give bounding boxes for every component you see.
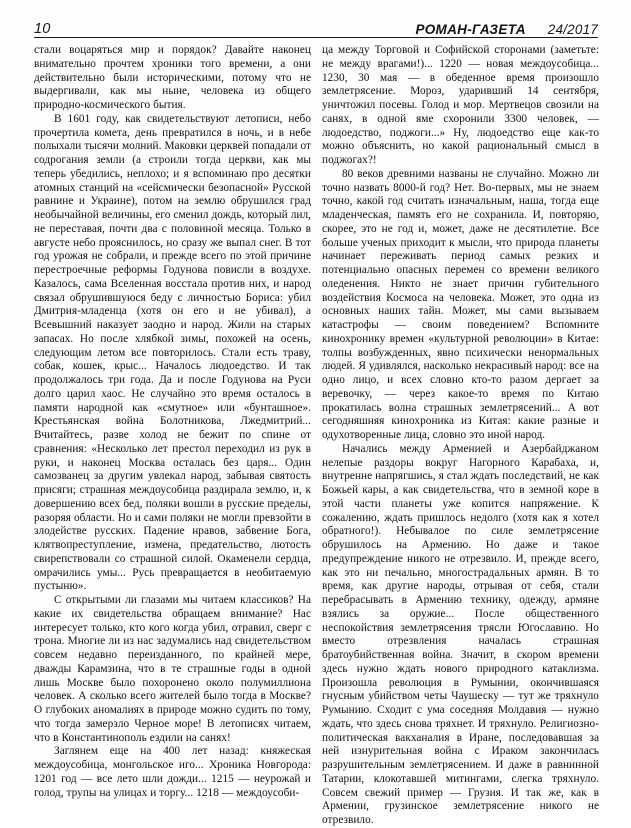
column-right [322, 44, 599, 826]
body-columns [34, 44, 600, 826]
issue-number: 24/2017 [547, 21, 598, 37]
paragraph: Заглянем еще на 400 лет назад: княжеская междоусобица, монгольское иго... Хроника Новгорода: 1201 год — все лето шли дожди... 1215 — неурожай и голод, трупы на улицах и торгу... 1218 — междоусоби- [34, 745, 311, 799]
paragraph: ца между Торговой и Софийской сторонами (заметьте: не между врагами!)... 1220 — новая междоусобица... 1230, 30 мая — в обеденное время произошло землетрясение. Мороз, ударивший 14 сентября, уничтожил посевы. Голод и мор. Мертвецов свозили на санях, в одной яме схоронили 3300 человек, — людоедство, поджоги...» Ну, людоедство еще как-то можно объяснить, но какой рациональный смысл в поджогах?! [322, 44, 599, 166]
header-divider [34, 37, 598, 38]
masthead-title: РОМАН-ГАЗЕТА [415, 21, 526, 37]
running-head-right [415, 23, 598, 37]
paragraph: В 1601 году, как свидетельствуют летописи, небо прочертила комета, день превратился в ночь, и в небе полыхали тысячи молний. Маковки церквей попадали от содрогания земли (а строили тогда церкви, как мы теперь убедились, неплохо; и я вспоминаю про десятки атомных станций на «сейсмически безопасной» Русской равнине и Украине), потом на землю обрушился град необычайной величины, его сменил дождь, который лил, не переставая, почти два с половиной месяца. Только в августе небо прояснилось, но сразу же выпал снег. В тот год урожая не собрали, и прежде всего по этой причине перестроечные реформы Годунова повисли в воздухе. Казалось, сама Вселенная восстала против них, и народ связал обрушившуюся беду с личностью Бориса: убил Дмитрия-младенца (хотя он его и не убивал), а Всевышний наказует заодно и народ. Жили на старых запасах. Но после хлябкой зимы, похожей на осень, следующим летом все повторилось. Стали есть траву, собак, кошек, крыс... Началось людоедство. И так продолжалось три года. Да и после Годунова на Руси долго царил хаос. Не случайно это время осталось в памяти народной как «смутное» или «бунташное». Крестьянская война Болотникова, Лжедмитрий... Вчитайтесь, разве холод не бежит по спине от сравнения: «Несколько лет престол переходил из рук в руки, и наконец Москва осталась без царя... Один самозванец за другим увлекал народ, забывая святость присяги; страшная междоусобица раздирала землю, и, к довершению всех бед, поляки вошли в русские пределы, разоряя области. Но и сами поляки не могли превзойти в злодействе русских. Падение нравов, забвение Бога, клятвопреступление, измена, предательство, лютость свирепствовали со страшной силой. Окаменели сердца, омрачились умы... Русь превращается в необитаемую пустыню». [34, 112, 311, 593]
paragraph: стали воцаряться мир и порядок? Давайте наконец внимательно прочтем хроники того времени, а они действительно были историческими, потому что не выдергивали, как мы ныне, человека из общего природно-космического бытия. [34, 44, 311, 111]
column-left [34, 44, 311, 799]
paragraph: 80 веков древними названы не случайно. Можно ли точно назвать 8000-й год? Нет. Во-первых, мы не знаем точно, какой год считать изначальным, наша, тогда еще младенческая, память его не сохранила. И, повторяю, скорее, это не год и, может, даже не десятилетие. Все больше ученых приходит к мысли, что природа планеты начинает переживать период самых резких и потенциально опасных перемен со времени великого оледенения. Никто не знает причин губительного воздействия Космоса на человека. Может, это одна из основных наших тайн. Может, мы сами вызываем катастрофы — своим поведением? Вспомните кинохронику времен «культурной революции» в Китае: толпы возбужденных, явно психически ненормальных людей. Я удивлялся, насколько некрасивый народ: все на одно лицо, и всех словно кто-то разом дергает за веревочку, — через какое-то время по Китаю прокатилась волна страшных землетрясений... А вот сегодняшняя кинохроника из Китая: какие разные и одухотворенные лица, словно это иной народ. [322, 167, 599, 441]
paragraph: Начались между Арменией и Азербайджаном нелепые раздоры вокруг Нагорного Карабаха, и, внутренне напрягшись, я стал ждать последствий, не как Божьей кары, а как свидетельства, что в земной коре в этой части планеты уже копится напряжение. К сожалению, ждать пришлось недолго (хотя как я хотел обратного!). Небывалое по силе землетрясение обрушилось на Армению. Но даже и такое предупреждение никого не отрезвило. И, прежде всего, как это ни печально, многострадальных армян. В то время, как другие народы, отрывая от себя, стали перебрасывать в Армению технику, одежду, армяне взялись за оружие... После общественного неспокойствия землетрясения трясли Югославию. Но вместо отрезвления началась страшная братоубийственная война. Значит, в скором времени здесь нужно ждать нового природного катаклизма. Произошла революция в Румынии, окончившаяся гнусным убийством четы Чаушеску — тут же тряхнуло Румынию. Сходит с ума соседняя Молдавия — нужно ждать, что здесь снова тряхнет. И тряхнуло. Религиозно-политическая вакханалия в Иране, последовавшая за ней изнурительная война с Ираком закончилась разрушительным землетрясением. И даже в равнинной Татарии, клокотавшей митингами, слегка тряхнуло. Совсем свежий пример — Грузия. И так же, как в Армении, грузинское землетрясение никого не отрезвило. [322, 442, 599, 826]
running-head [34, 16, 598, 36]
page-number: 10 [34, 20, 51, 37]
paragraph: С открытыми ли глазами мы читаем классиков? На какие их свидетельства обращаем внимание? Нас интересует только, кто кого когда убил, отравил, сверг с трона. Многие ли из нас задумались над свидетельством совсем недавно переизданного, по крайней мере, дважды Карамзина, что в те страшные годы в одной лишь Москве было похоронено около полумиллиона человек. А сколько всего жителей было тогда в Москве? О глубоких аномалиях в природе можно судить по тому, что тогда замерзло Черное море! В летописях читаем, что в Константинополь ездили на санях! [34, 594, 311, 744]
